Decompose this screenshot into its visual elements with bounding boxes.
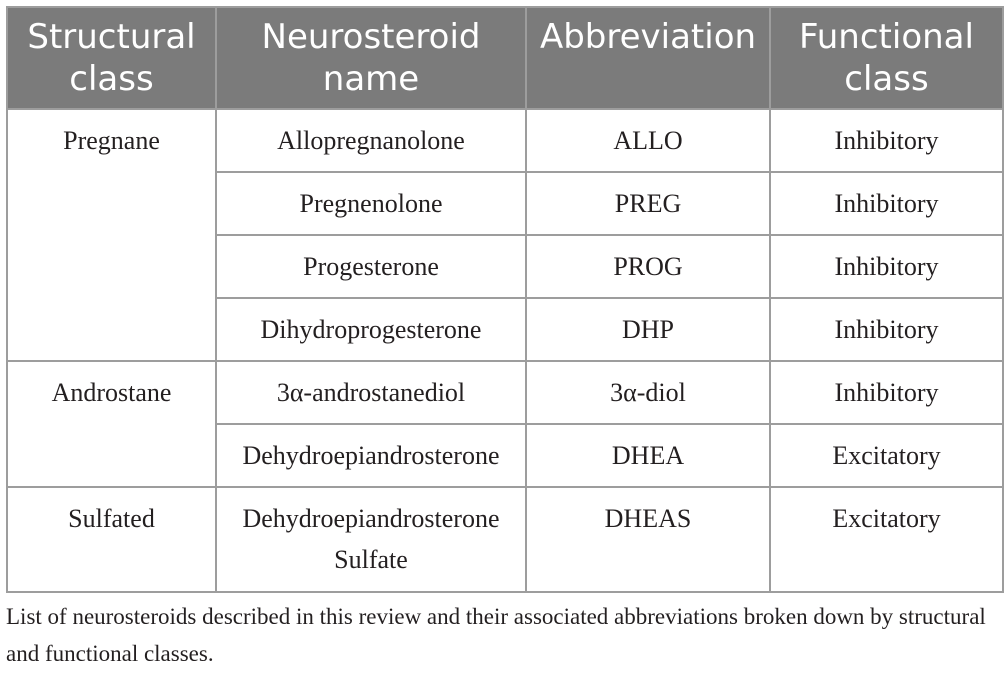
- functional-class-cell: Inhibitory: [770, 298, 1003, 361]
- neurosteroid-name-line1: Dehydroepiandrosterone: [242, 504, 500, 533]
- functional-class-cell: Excitatory: [770, 424, 1003, 487]
- table-header: [7, 7, 1003, 109]
- functional-class-cell: Inhibitory: [770, 235, 1003, 298]
- table-row: [7, 109, 1003, 172]
- neurosteroid-name-cell: Allopregnanolone: [216, 109, 526, 172]
- structural-class-pregnane: Pregnane: [7, 109, 216, 361]
- abbreviation-cell: DHEAS: [526, 487, 770, 592]
- structural-class-androstane: Androstane: [7, 361, 216, 487]
- neurosteroid-name-cell: Pregnenolone: [216, 172, 526, 235]
- functional-class-cell: Inhibitory: [770, 172, 1003, 235]
- neurosteroid-name-cell: Dehydroepiandrosterone: [216, 424, 526, 487]
- neurosteroid-table-container: [6, 6, 1002, 593]
- neurosteroid-name-cell: Dihydroprogesterone: [216, 298, 526, 361]
- abbreviation-cell: 3α-diol: [526, 361, 770, 424]
- structural-class-sulfated: Sulfated: [7, 487, 216, 592]
- neurosteroid-name-cell: 3α-androstanediol: [216, 361, 526, 424]
- functional-class-cell: Excitatory: [770, 487, 1003, 592]
- abbreviation-cell: DHP: [526, 298, 770, 361]
- abbreviation-cell: DHEA: [526, 424, 770, 487]
- abbreviation-cell: PREG: [526, 172, 770, 235]
- abbreviation-cell: ALLO: [526, 109, 770, 172]
- table-row: [7, 487, 1003, 592]
- functional-class-cell: Inhibitory: [770, 109, 1003, 172]
- neurosteroid-table: [6, 6, 1004, 593]
- table-body: [7, 109, 1003, 592]
- neurosteroid-name-cell: Progesterone: [216, 235, 526, 298]
- header-row: [7, 7, 1003, 109]
- abbreviation-cell: PROG: [526, 235, 770, 298]
- header-neurosteroid-name: Neurosteroid name: [216, 7, 526, 109]
- table-row: [7, 361, 1003, 424]
- header-structural-class: Structural class: [7, 7, 216, 109]
- neurosteroid-name-cell: [216, 487, 526, 592]
- header-abbreviation: Abbreviation: [526, 7, 770, 109]
- header-functional-class: Functional class: [770, 7, 1003, 109]
- functional-class-cell: Inhibitory: [770, 361, 1003, 424]
- neurosteroid-name-line2: Sulfate: [334, 545, 408, 574]
- table-caption: List of neurosteroids described in this review and their associated abbreviations broken down by structural and functional classes.: [6, 604, 986, 666]
